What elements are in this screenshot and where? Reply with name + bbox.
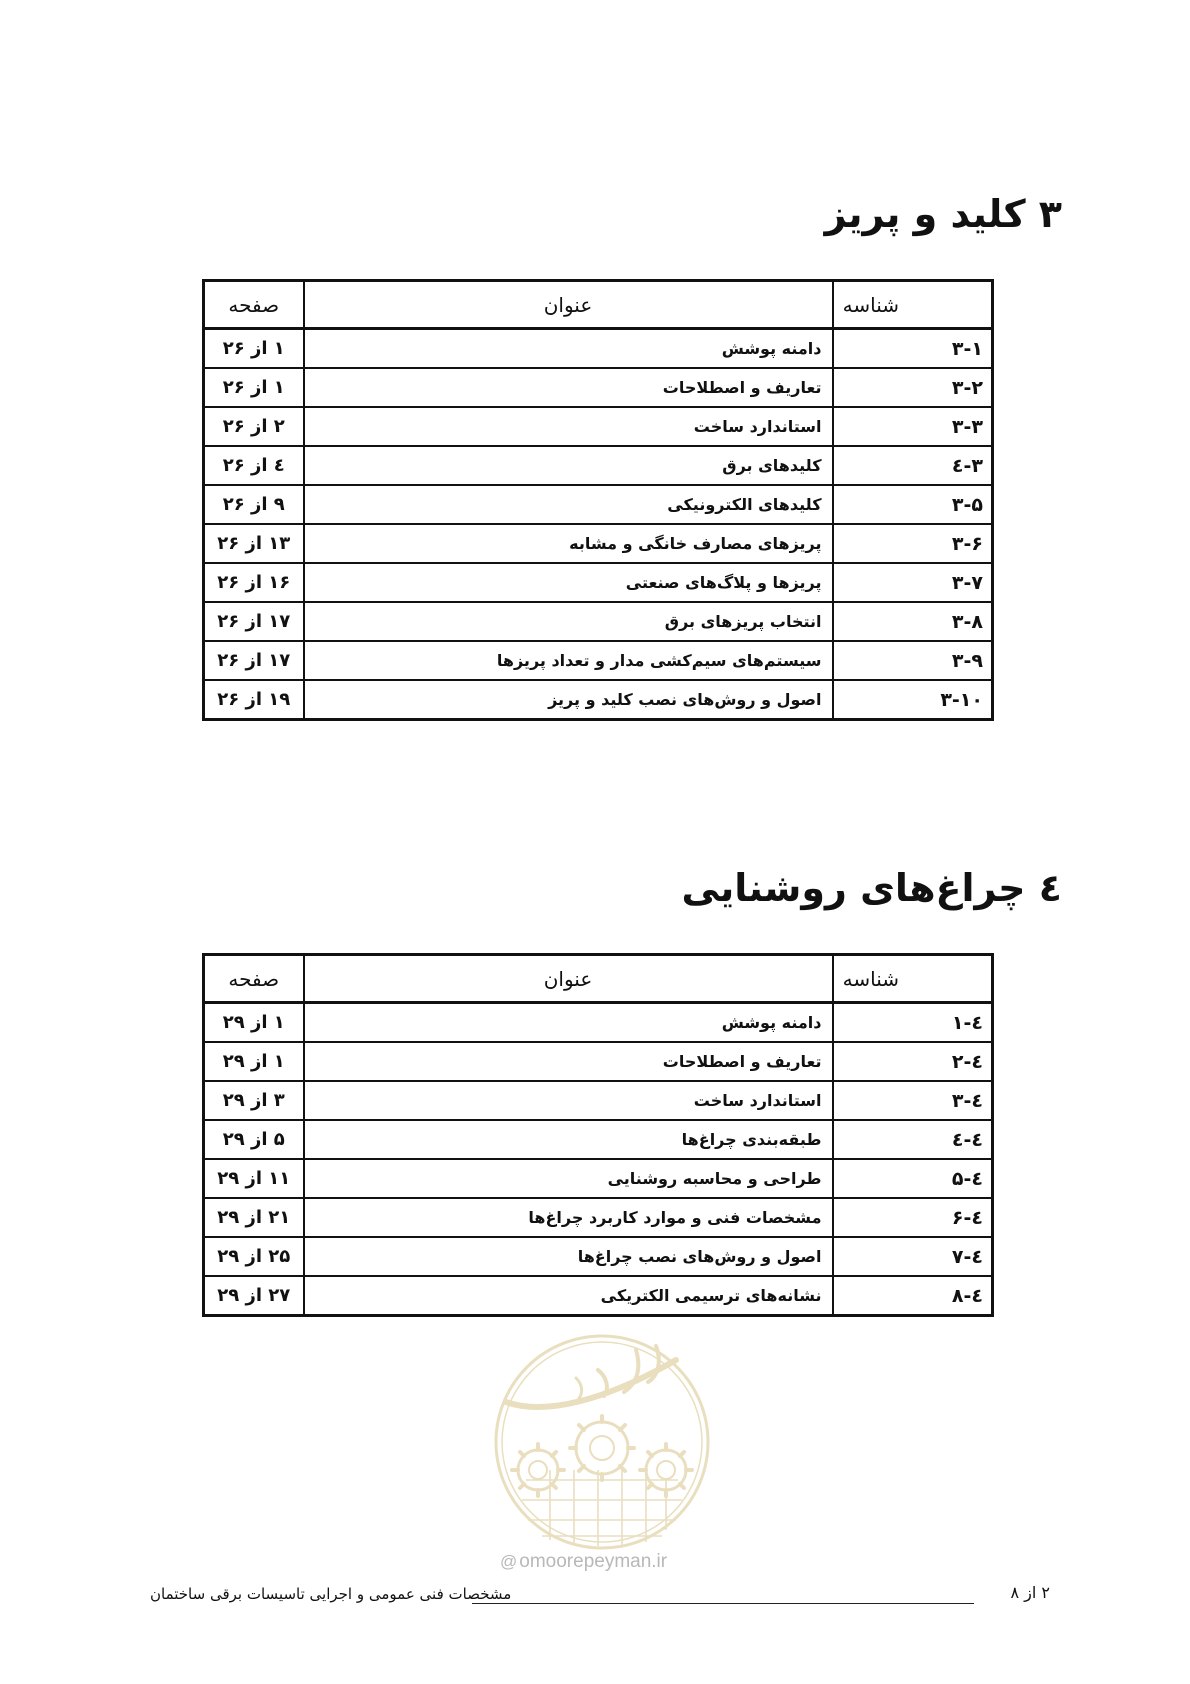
table-row	[204, 1159, 993, 1198]
header-title: عنوان	[304, 955, 833, 1003]
row-page: ۱۹ از ۲۶	[204, 680, 304, 720]
row-id: ٤-۱	[833, 1003, 993, 1043]
row-title: سیستم‌های سیم‌کشی مدار و تعداد پریزها	[304, 641, 833, 680]
header-page: صفحه	[204, 955, 304, 1003]
table-row	[204, 1042, 993, 1081]
row-page: ۱۶ از ۲۶	[204, 563, 304, 602]
row-page: ۲۵ از ۲۹	[204, 1237, 304, 1276]
row-title: طبقه‌بندی چراغ‌ها	[304, 1120, 833, 1159]
row-id: ۳-۵	[833, 485, 993, 524]
footer-document-title: مشخصات فنی عمومی و اجرایی تاسیسات برقی ساختمان	[150, 1585, 512, 1603]
row-page: ۱۷ از ۲۶	[204, 602, 304, 641]
row-id: ٤-۷	[833, 1237, 993, 1276]
header-id: شناسه	[833, 955, 993, 1003]
table-header-row	[204, 955, 993, 1003]
table-row	[204, 1003, 993, 1043]
row-title: مشخصات فنی و موارد کاربرد چراغ‌ها	[304, 1198, 833, 1237]
table-row	[204, 407, 993, 446]
table-row	[204, 641, 993, 680]
row-page: ۲۷ از ۲۹	[204, 1276, 304, 1316]
table-row	[204, 1198, 993, 1237]
row-page: ٤ از ۲۶	[204, 446, 304, 485]
row-id: ٤-۲	[833, 1042, 993, 1081]
row-page: ۵ از ۲۹	[204, 1120, 304, 1159]
table-row	[204, 1081, 993, 1120]
footer-rule	[472, 1603, 974, 1604]
page-footer	[150, 1585, 1050, 1615]
table-row	[204, 446, 993, 485]
row-page: ۱ از ۲۶	[204, 368, 304, 407]
row-id: ٤-۳	[833, 1081, 993, 1120]
row-page: ۱۷ از ۲۶	[204, 641, 304, 680]
row-title: انتخاب پریزهای برق	[304, 602, 833, 641]
row-page: ۹ از ۲۶	[204, 485, 304, 524]
row-id: ۳-۲	[833, 368, 993, 407]
row-id: ۳-۶	[833, 524, 993, 563]
row-title: اصول و روش‌های نصب کلید و پریز	[304, 680, 833, 720]
table-row	[204, 1237, 993, 1276]
table-row	[204, 563, 993, 602]
row-title: نشانه‌های ترسیمی الکتریکی	[304, 1276, 833, 1316]
row-id: ۳-٤	[833, 446, 993, 485]
row-page: ۱ از ۲۹	[204, 1042, 304, 1081]
table-row	[204, 524, 993, 563]
watermark-website	[500, 1551, 667, 1573]
row-title: استاندارد ساخت	[304, 1081, 833, 1120]
row-id: ۳-۱۰	[833, 680, 993, 720]
table-row	[204, 329, 993, 369]
header-page: صفحه	[204, 281, 304, 329]
row-page: ۱۱ از ۲۹	[204, 1159, 304, 1198]
header-title: عنوان	[304, 281, 833, 329]
row-id: ٤-۶	[833, 1198, 993, 1237]
row-title: دامنه پوشش	[304, 329, 833, 369]
row-page: ۳ از ۲۹	[204, 1081, 304, 1120]
row-id: ۳-۳	[833, 407, 993, 446]
row-page: ۲ از ۲۶	[204, 407, 304, 446]
row-title: پریزها و پلاگ‌های صنعتی	[304, 563, 833, 602]
table-header-row	[204, 281, 993, 329]
table-row	[204, 368, 993, 407]
row-title: پریزهای مصارف خانگی و مشابه	[304, 524, 833, 563]
table-row	[204, 1120, 993, 1159]
row-page: ۱۳ از ۲۶	[204, 524, 304, 563]
row-title: کلیدهای الکترونیکی	[304, 485, 833, 524]
row-id: ۳-۷	[833, 563, 993, 602]
row-page: ۱ از ۲۶	[204, 329, 304, 369]
at-sign-icon: @	[500, 1552, 518, 1571]
row-id: ۳-۸	[833, 602, 993, 641]
row-id: ٤-٤	[833, 1120, 993, 1159]
row-title: اصول و روش‌های نصب چراغ‌ها	[304, 1237, 833, 1276]
row-title: کلیدهای برق	[304, 446, 833, 485]
section-4-toc-table	[202, 953, 994, 1317]
section-3-title: ۳ کلید و پریز	[824, 192, 1062, 236]
row-title: طراحی و محاسبه روشنایی	[304, 1159, 833, 1198]
section-4-title: ٤ چراغ‌های روشنایی	[681, 866, 1062, 910]
row-id: ۳-۱	[833, 329, 993, 369]
row-title: تعاریف و اصطلاحات	[304, 368, 833, 407]
row-title: استاندارد ساخت	[304, 407, 833, 446]
section-3-toc-table	[202, 279, 994, 721]
row-title: دامنه پوشش	[304, 1003, 833, 1043]
table-row	[204, 485, 993, 524]
watermark-site-text: omoorepeyman.ir	[519, 1551, 668, 1572]
row-id: ٤-۵	[833, 1159, 993, 1198]
row-id: ۳-۹	[833, 641, 993, 680]
table-row	[204, 680, 993, 720]
row-id: ٤-۸	[833, 1276, 993, 1316]
table-row	[204, 1276, 993, 1316]
footer-page-number: ۲ از ۸	[1010, 1583, 1050, 1602]
table-row	[204, 602, 993, 641]
row-page: ۱ از ۲۹	[204, 1003, 304, 1043]
row-title: تعاریف و اصطلاحات	[304, 1042, 833, 1081]
row-page: ۲۱ از ۲۹	[204, 1198, 304, 1237]
header-id: شناسه	[833, 281, 993, 329]
